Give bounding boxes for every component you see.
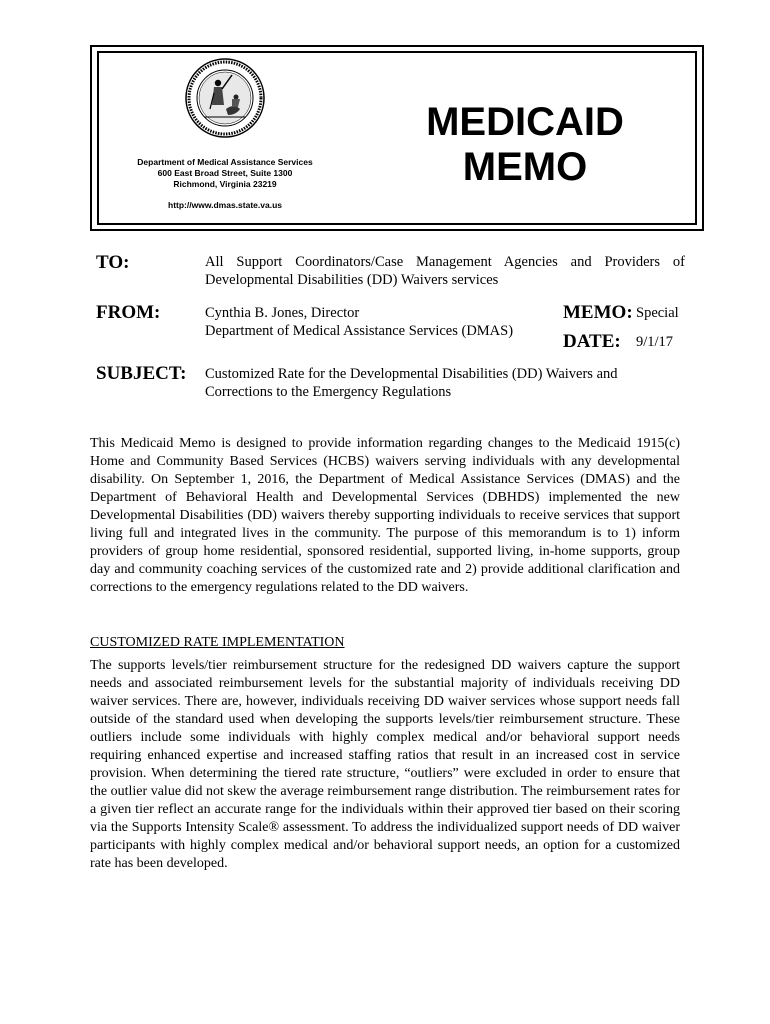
- subject-line-2: Corrections to the Emergency Regulations: [205, 384, 452, 400]
- virginia-seal-icon: [184, 57, 266, 139]
- title-line-medicaid: MEDICAID: [426, 100, 624, 144]
- from-line-2: Department of Medical Assistance Services (DMAS): [205, 323, 514, 339]
- to-label: TO:: [96, 252, 130, 273]
- website-url: http://www.dmas.state.va.us: [168, 200, 282, 210]
- street-address: 600 East Broad Street, Suite 1300: [157, 168, 293, 178]
- department-name: Department of Medical Assistance Services: [137, 157, 313, 167]
- subject-line-1: Customized Rate for the Developmental Disabilities (DD) Waivers and: [205, 366, 618, 382]
- subject-label: SUBJECT:: [96, 363, 187, 384]
- date-label: DATE:: [563, 331, 621, 352]
- date-value: 9/1/17: [636, 334, 674, 350]
- department-address: [100, 157, 350, 190]
- memo-title: [410, 100, 640, 190]
- title-line-memo: MEMO: [462, 145, 588, 189]
- city-state-zip: Richmond, Virginia 23219: [173, 179, 277, 189]
- to-line-2: Developmental Disabilities (DD) Waivers services: [205, 272, 499, 288]
- from-label: FROM:: [96, 302, 161, 323]
- memo-label: MEMO:: [563, 302, 633, 323]
- memo-value: Special: [636, 305, 679, 321]
- section-paragraph: The supports levels/tier reimbursement structure for the redesigned DD waivers capture the support needs and associated reimbursement levels for the substantial majority of individuals receiving DD waiver services. There are, however, individuals receiving DD waiver services whose support needs fall outside of the standard used when developing the supports levels/tier reimbursement structure. These outliers include some individuals with highly complex medical and/or behavioral support needs requiring enhanced expertise and increased staffing ratios that result in an increased cost in service provision. When determining the tiered rate structure, “outliers” were excluded in order to ensure that the outlier value did not skew the average reimbursement range distribution. The reimbursement rates for a given tier reflect an accurate range for the individuals within their approved tier based on their scoring via the Supports Intensity Scale® assessment. To address the individualized support needs of DD waiver participants with highly complex medical and/or behavioral support needs, an option for a customized rate has been developed.: [90, 658, 680, 871]
- from-line-1: Cynthia B. Jones, Director: [205, 305, 360, 321]
- section-heading: CUSTOMIZED RATE IMPLEMENTATION: [90, 635, 345, 650]
- intro-paragraph: This Medicaid Memo is designed to provide information regarding changes to the Medicaid 1915(c) Home and Community Based Services (HCBS) waivers serving individuals with any developmental disability. On September 1, 2016, the Department of Medical Assistance Services (DMAS) and the Department of Behavioral Health and Developmental Services (DBHDS) implemented the new Developmental Disabilities (DD) waivers thereby supporting individuals to receive services that support living full and integrated lives in the community. The purpose of this memorandum is to 1) inform providers of group home residential, sponsored residential, supported living, in-home supports, group day and community coaching services of the customized rate and 2) provide additional clarification and corrections to the emergency regulations related to the DD waivers.: [90, 436, 680, 595]
- to-line-1: All Support Coordinators/Case Management Agencies and Providers of: [205, 254, 685, 270]
